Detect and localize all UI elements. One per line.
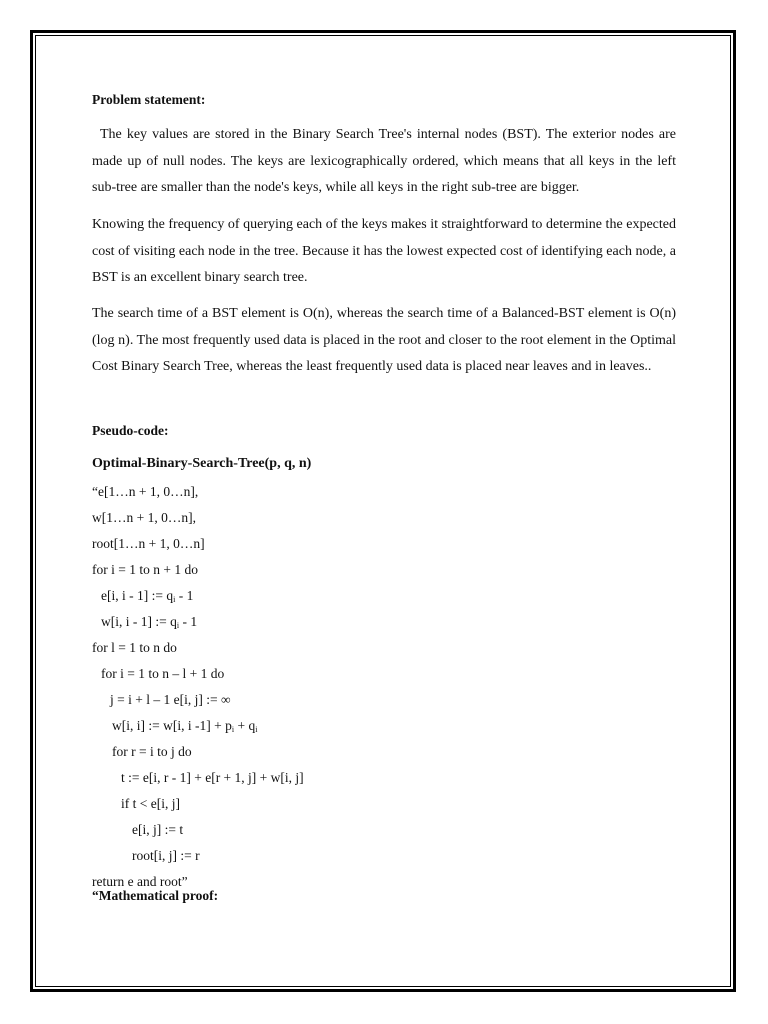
code-line: w[i, i] := w[i, i $-1] + p_i + q_i$ xyxy=(112,718,258,734)
code-line: t := e[i, r - 1] + e[r + 1, j] + w[i, j] xyxy=(121,770,304,785)
paragraph-bst-structure: The key values are stored in the Binary Search Tree's internal nodes (BST). The exterior nodes are made up of null nodes. The keys are lexicographically ordered, which means that all keys in the left sub-tree are smaller than the node's keys, while all keys in the right sub-tree are bigger. xyxy=(92,127,676,195)
code-line: root[i, j] := r xyxy=(132,848,200,863)
code-line: w[1…n + 1, 0…n], xyxy=(92,510,196,525)
code-line: for i = 1 to n – l + 1 do xyxy=(101,666,225,681)
problem-statement-heading: Problem statement: xyxy=(92,92,206,107)
pseudo-code-heading: Pseudo-code: xyxy=(92,423,169,438)
code-line: e[i, j] := t xyxy=(132,822,184,837)
code-line: root[1…n + 1, 0…n] xyxy=(92,536,205,551)
code-line: return e and root” xyxy=(92,874,188,889)
code-line: j = i + l – 1 e[i, j] := ∞ xyxy=(110,692,231,707)
code-line: if t < e[i, j] xyxy=(121,796,180,811)
code-line: e[i, i - 1] := $q_i - 1$ xyxy=(101,588,194,604)
code-line: for r = i to j do xyxy=(112,744,192,759)
paragraph-expected-cost: Knowing the frequency of querying each of the keys makes it straightforward to determine the expected cost of visiting each node in the tree. Because it has the lowest expected cost of identifying each node, a BST is an excellent binary search tree. xyxy=(92,217,676,285)
code-line: for i = 1 to n + 1 do xyxy=(92,562,198,577)
code-line: w[i, i - 1] := $q_i - 1$ xyxy=(101,614,198,630)
code-line: “e[1…n + 1, 0…n], xyxy=(92,484,199,499)
mathematical-proof-heading: “Mathematical proof: xyxy=(92,888,219,903)
algorithm-title: Optimal-Binary-Search-Tree(p, q, n) xyxy=(92,456,312,471)
paragraph-search-time: The search time of a BST element is O(n), whereas the search time of a Balanced-BST element is O(n) (log n). The most frequently used data is placed in the root and closer to the root element in the Optimal Cost Binary Search Tree, whereas the least frequently used data is placed near leaves and in leaves.. xyxy=(92,306,676,374)
code-line: for l = 1 to n do xyxy=(92,640,177,655)
